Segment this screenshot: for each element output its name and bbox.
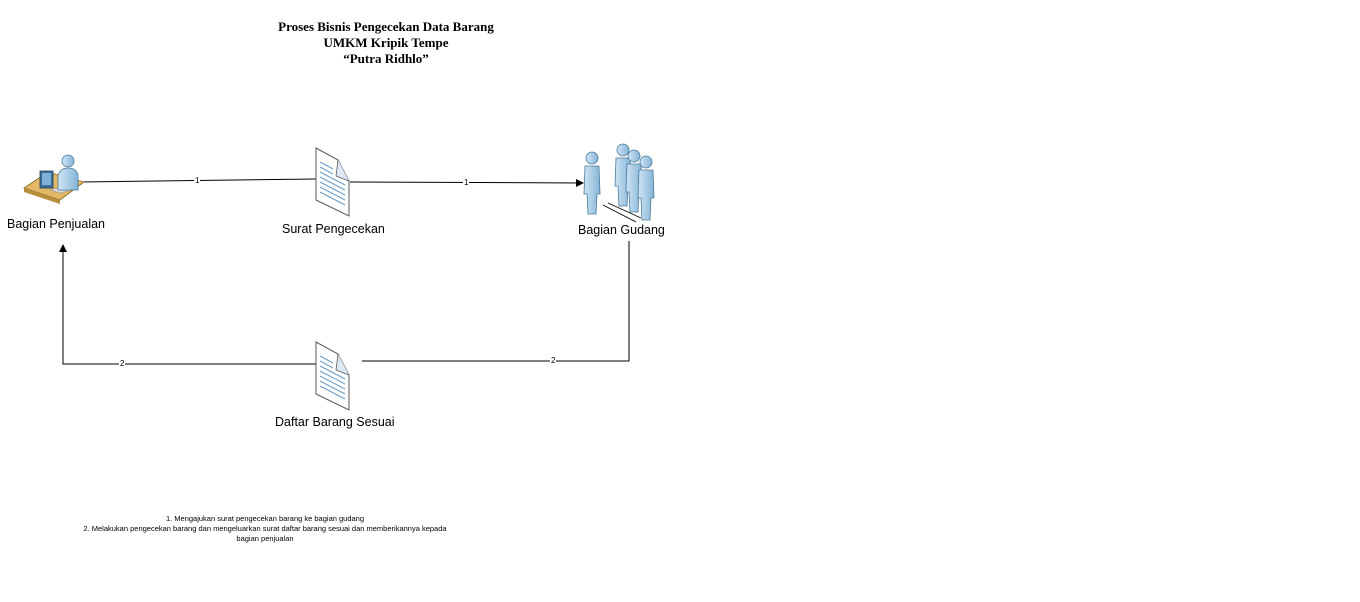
edge-label-step-2: 2: [551, 356, 556, 365]
edge-label-step-1: 1: [195, 176, 200, 185]
document-icon: [316, 148, 349, 216]
title-line-3: “Putra Ridhlo”: [343, 51, 429, 66]
edge-label-step-2: 2: [120, 359, 125, 368]
document-icon: [316, 342, 349, 410]
note-line-1: 1. Mengajukan surat pengecekan barang ke bagian gudang: [165, 514, 365, 523]
node-label-bagian-penjualan: Bagian Penjualan: [7, 217, 105, 231]
process-notes: [40, 514, 490, 544]
title-line-1: Proses Bisnis Pengecekan Data Barang: [278, 19, 494, 34]
edge-label-step-1: 1: [464, 178, 469, 187]
person-at-desk-icon: [24, 155, 84, 204]
note-line-3: bagian penjualan: [236, 534, 294, 543]
title-line-2: UMKM Kripik Tempe: [323, 35, 449, 50]
node-label-daftar-barang-sesuai: Daftar Barang Sesuai: [275, 415, 395, 429]
connector-list-to-sales: [63, 245, 316, 364]
group-of-people-icon: [584, 144, 654, 222]
node-label-surat-pengecekan: Surat Pengecekan: [282, 222, 385, 236]
person-figure: [584, 152, 600, 214]
connector-warehouse-to-list: [362, 241, 629, 361]
note-line-2: 2. Melakukan pengecekan barang dan mengeluarkan surat daftar barang sesuai dan memberikannya kepada: [83, 524, 447, 533]
node-label-bagian-gudang: Bagian Gudang: [578, 223, 665, 237]
